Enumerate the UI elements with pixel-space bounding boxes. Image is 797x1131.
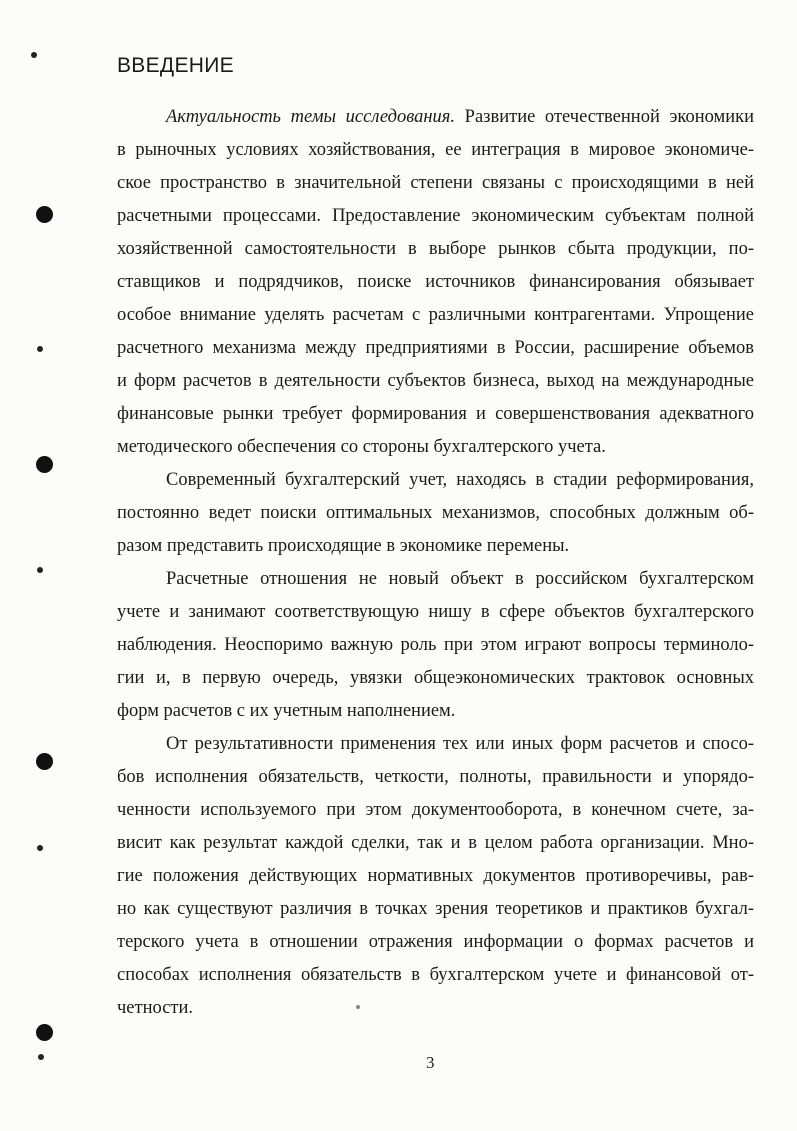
text-line: От результативности применения тех или иных форм расчетов и спосо-	[166, 734, 754, 754]
text-line: способах исполнения обязательств в бухгалтерском учете и финансовой от-	[117, 965, 754, 985]
text-line: гии и, в первую очередь, увязки общеэкономических трактовок основных	[117, 668, 754, 688]
text-line: хозяйственной самостоятельности в выборе рынков сбыта продукции, по-	[117, 239, 754, 259]
text-line: учете и занимают соответствующую нишу в сфере объектов бухгалтерского	[117, 602, 754, 622]
text-line: расчетного механизма между предприятиями в России, расширение объемов	[117, 338, 754, 358]
italic-lead: Актуальность темы исследования.	[166, 107, 456, 127]
section-heading: ВВЕДЕНИЕ	[117, 54, 234, 77]
text-line: терского учета в отношении отражения информации о формах расчетов и	[117, 932, 754, 952]
text-line: ченности используемого при этом документооборота, в конечном счете, за-	[117, 800, 754, 820]
text-line: Актуальность темы исследования. Развитие отечественной экономики	[166, 107, 754, 127]
text-line: Расчетные отношения не новый объект в российском бухгалтерском	[166, 569, 754, 589]
text-line: гие положения действующих нормативных документов противоречивы, рав-	[117, 866, 754, 886]
text-line: висит как результат каждой сделки, так и в целом работа организации. Мно-	[117, 833, 754, 853]
text-line: форм расчетов с их учетным наполнением.	[117, 701, 456, 721]
text-line: методического обеспечения со стороны бухгалтерского учета.	[117, 437, 606, 457]
text-line: ставщиков и подрядчиков, поиске источников финансирования обязывает	[117, 272, 754, 292]
page-number: 3	[426, 1053, 435, 1072]
text-line: бов исполнения обязательств, четкости, полноты, правильности и упорядо-	[117, 767, 754, 787]
text-line: и форм расчетов в деятельности субъектов бизнеса, выход на международные	[117, 371, 754, 391]
text-line: расчетными процессами. Предоставление экономическим субъектам полной	[117, 206, 754, 226]
text-line: ское пространство в значительной степени связаны с происходящими в ней	[117, 173, 754, 193]
text-line: разом представить происходящие в экономике перемены.	[117, 536, 570, 556]
text-line: Современный бухгалтерский учет, находясь в стадии реформирования,	[166, 470, 754, 490]
text-line: наблюдения. Неоспоримо важную роль при этом играют вопросы терминоло-	[117, 635, 754, 655]
text-line: четности.	[117, 998, 194, 1018]
text-line: финансовые рынки требует формирования и совершенствования адекватного	[117, 404, 754, 424]
text-line: в рыночных условиях хозяйствования, ее интеграция в мировое экономиче-	[117, 140, 754, 160]
text-line: особое внимание уделять расчетам с различными контрагентами. Упрощение	[117, 305, 754, 325]
text-line: но как существуют различия в точках зрения теоретиков и практиков бухгал-	[117, 899, 754, 919]
text-line: постоянно ведет поиски оптимальных механизмов, способных должным об-	[117, 503, 754, 523]
